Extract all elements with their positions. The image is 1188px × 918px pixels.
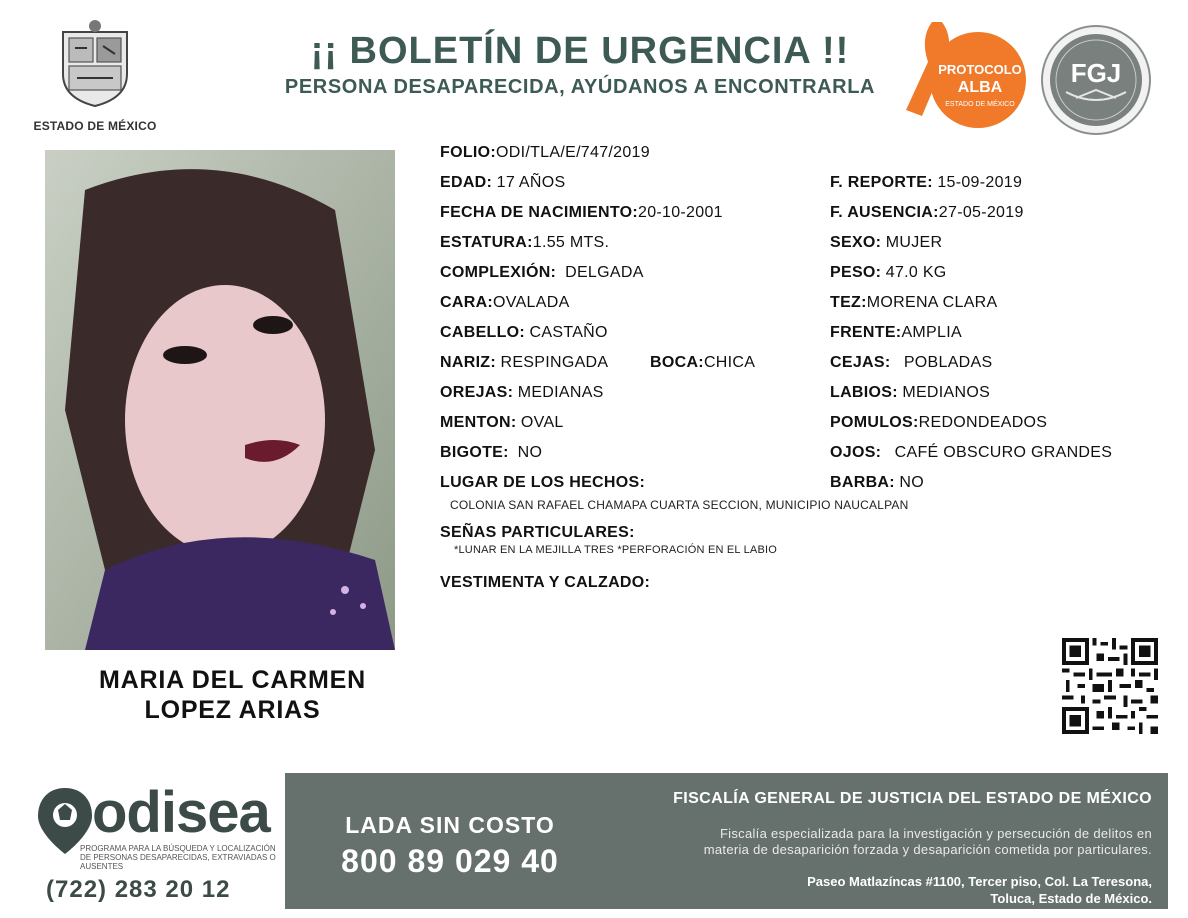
field-boca <box>650 354 755 372</box>
fiscalia-name: FISCALÍA GENERAL DE JUSTICIA DEL ESTADO DE MÉXICO <box>673 790 1152 807</box>
field-value: AMPLIA <box>901 324 962 341</box>
odisea-program-block <box>30 780 275 910</box>
field-label: LABIOS: <box>830 384 898 401</box>
field-label: F. AUSENCIA: <box>830 204 939 221</box>
fiscalia-description <box>600 826 1152 858</box>
field-label: FRENTE: <box>830 324 902 341</box>
field-label: SEÑAS PARTICULARES: <box>440 524 635 541</box>
name-line-1: MARIA DEL CARMEN <box>99 666 366 694</box>
field-value: NO <box>899 474 924 491</box>
field-label: OJOS: <box>830 444 882 461</box>
missing-person-name <box>45 665 420 725</box>
field-nariz <box>440 354 608 372</box>
field-peso <box>830 264 947 282</box>
field-label: NARIZ: <box>440 354 497 371</box>
estado-de-mexico-logo <box>30 18 160 133</box>
toll-free-number[interactable]: 800 89 029 40 <box>341 843 559 879</box>
field-value: 1.55 MTS. <box>532 234 610 251</box>
alba-line1: PROTOCOLO <box>938 62 1022 77</box>
field-label: CEJAS: <box>830 354 891 371</box>
field-senas-value: *LUNAR EN LA MEJILLA TRES *PERFORACIÓN EN EL LABIO <box>454 544 777 556</box>
field-barba <box>830 474 924 492</box>
field-senas-label <box>440 524 635 542</box>
field-label: CABELLO: <box>440 324 526 341</box>
fiscalia-desc-line-1: Fiscalía especializada para la investigación y persecución de delitos en <box>719 826 1152 841</box>
field-fecha-nacimiento <box>440 204 723 222</box>
field-label: EDAD: <box>440 174 493 191</box>
field-cabello <box>440 324 608 342</box>
bulletin-subtitle: PERSONA DESAPARECIDA, AYÚDANOS A ENCONTRARLA <box>284 76 876 98</box>
field-value: 47.0 KG <box>885 264 947 281</box>
field-orejas <box>440 384 604 402</box>
field-label: BARBA: <box>830 474 895 491</box>
field-ojos <box>830 444 1112 462</box>
odisea-phone[interactable]: (722) 283 20 12 <box>46 876 231 903</box>
field-value: MEDIANAS <box>517 384 604 401</box>
field-label: BIGOTE: <box>440 444 509 461</box>
odisea-wordmark: odisea <box>92 780 270 845</box>
field-frente <box>830 324 962 342</box>
field-lugar-value: COLONIA SAN RAFAEL CHAMAPA CUARTA SECCION, MUNICIPIO NAUCALPAN <box>450 498 909 512</box>
field-label: MENTON: <box>440 414 517 431</box>
field-label: SEXO: <box>830 234 882 251</box>
field-label: POMULOS: <box>830 414 919 431</box>
field-value: CHICA <box>703 354 756 371</box>
field-value: 20-10-2001 <box>638 204 723 221</box>
field-value: POBLADAS <box>903 354 993 371</box>
field-complexion <box>440 264 644 282</box>
state-caption: ESTADO DE MÉXICO <box>33 119 157 133</box>
field-f-ausencia <box>830 204 1024 222</box>
field-cara <box>440 294 570 312</box>
bulletin-header <box>260 30 900 99</box>
address-line-1: Paseo Matlazíncas #1100, Tercer piso, Col. La Teresona, <box>807 874 1152 889</box>
alba-line3: ESTADO DE MÉXICO <box>945 101 1015 108</box>
fiscalia-address <box>600 873 1152 907</box>
field-label: FECHA DE NACIMIENTO: <box>440 204 638 221</box>
field-tez <box>830 294 998 312</box>
field-label: F. REPORTE: <box>830 174 933 191</box>
field-sexo <box>830 234 942 252</box>
field-label: LUGAR DE LOS HECHOS: <box>440 474 646 491</box>
alba-line2: ALBA <box>957 79 1003 96</box>
fiscalia-desc-line-2: materia de desaparición forzada y desaparición cometida por particulares. <box>703 842 1152 857</box>
field-cejas <box>830 354 993 372</box>
field-label: ESTATURA: <box>440 234 533 251</box>
qr-code-icon[interactable] <box>1062 638 1158 734</box>
field-value: DELGADA <box>565 264 644 281</box>
field-value: 15-09-2019 <box>937 174 1023 191</box>
field-label: COMPLEXIÓN: <box>440 264 557 281</box>
field-edad <box>440 174 565 192</box>
field-value: MEDIANOS <box>902 384 991 401</box>
field-label: FOLIO: <box>440 144 497 161</box>
field-value: MUJER <box>885 234 943 251</box>
toll-free-label: LADA SIN COSTO <box>345 812 555 838</box>
fgj-logo-text: FGJ <box>1070 58 1122 88</box>
field-value: ODI/TLA/E/747/2019 <box>496 144 650 161</box>
field-estatura <box>440 234 609 252</box>
field-vestimenta <box>440 574 650 592</box>
field-labios <box>830 384 990 402</box>
field-value: OVAL <box>520 414 564 431</box>
coat-of-arms-icon <box>55 18 135 108</box>
field-lugar-label <box>440 474 645 492</box>
protocolo-alba-logo <box>898 18 1028 133</box>
field-folio <box>440 144 650 162</box>
bulletin-title: ¡¡ BOLETÍN DE URGENCIA !! <box>310 30 850 72</box>
field-label: OREJAS: <box>440 384 514 401</box>
field-value: CAFÉ OBSCURO GRANDES <box>894 444 1113 461</box>
field-value: CASTAÑO <box>529 324 608 341</box>
odisea-description: PROGRAMA PARA LA BÚSQUEDA Y LOCALIZACIÓN DE PERSONAS DESAPARECIDAS, EXTRAVIADAS O AUSENTES <box>80 844 276 871</box>
field-bigote <box>440 444 542 462</box>
field-value: 17 AÑOS <box>496 174 566 191</box>
field-f-reporte <box>830 174 1022 192</box>
field-label: TEZ: <box>830 294 867 311</box>
field-pomulos <box>830 414 1047 432</box>
field-value: 27-05-2019 <box>938 204 1024 221</box>
address-line-2: Toluca, Estado de México. <box>990 891 1152 906</box>
field-value: RESPINGADA <box>500 354 609 371</box>
field-value: NO <box>517 444 543 461</box>
field-label: PESO: <box>830 264 882 281</box>
field-menton <box>440 414 564 432</box>
field-value: REDONDEADOS <box>918 414 1048 431</box>
field-label: CARA: <box>440 294 494 311</box>
missing-person-photo <box>45 150 395 650</box>
field-value: MORENA CLARA <box>866 294 998 311</box>
field-label: BOCA: <box>650 354 704 371</box>
fgj-seal-logo <box>1040 24 1152 136</box>
field-label: VESTIMENTA Y CALZADO: <box>440 574 651 591</box>
field-value: OVALADA <box>493 294 570 311</box>
name-line-2: LOPEZ ARIAS <box>144 696 321 724</box>
